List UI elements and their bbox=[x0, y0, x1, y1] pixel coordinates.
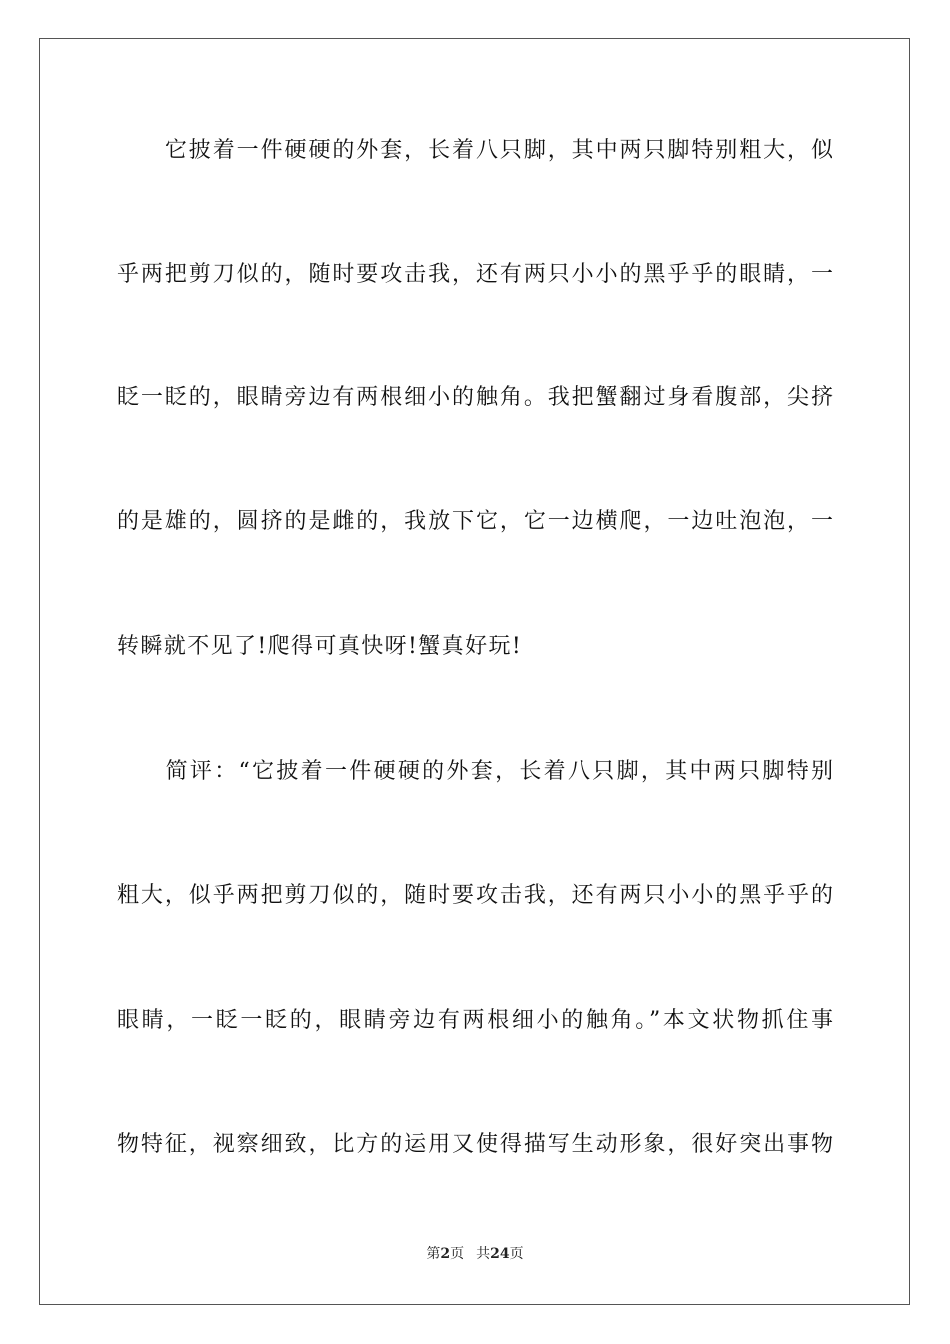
paragraph-line-6: 简评：“它披着一件硬硬的外套，长着八只脚，其中两只脚特别 bbox=[117, 759, 833, 784]
page-prefix: 第 bbox=[426, 1246, 441, 1262]
total-pages: 24 bbox=[490, 1246, 510, 1262]
page-suffix: 页 bbox=[450, 1246, 465, 1262]
paragraph-line-4: 的是雄的，圆挤的是雌的，我放下它，它一边横爬，一边吐泡泡，一 bbox=[117, 509, 833, 534]
paragraph-line-5: 转瞬就不见了!爬得可真快呀!蟹真好玩! bbox=[117, 634, 523, 659]
total-prefix: 共 bbox=[476, 1246, 491, 1262]
paragraph-line-1: 它披着一件硬硬的外套，长着八只脚，其中两只脚特别粗大，似 bbox=[117, 138, 833, 163]
paragraph-line-3: 眨一眨的，眼睛旁边有两根细小的触角。我把蟹翻过身看腹部，尖挤 bbox=[117, 385, 833, 410]
paragraph-line-8: 眼睛，一眨一眨的，眼睛旁边有两根细小的触角。”本文状物抓住事 bbox=[117, 1008, 833, 1033]
page-number: 2 bbox=[440, 1246, 451, 1262]
page-footer bbox=[0, 1244, 950, 1264]
page-border bbox=[39, 38, 910, 1305]
total-suffix: 页 bbox=[509, 1246, 524, 1262]
paragraph-line-7: 粗大，似乎两把剪刀似的，随时要攻击我，还有两只小小的黑乎乎的 bbox=[117, 883, 833, 908]
paragraph-line-2: 乎两把剪刀似的，随时要攻击我，还有两只小小的黑乎乎的眼睛，一 bbox=[117, 262, 833, 287]
paragraph-line-9: 物特征，视察细致，比方的运用又使得描写生动形象，很好突出事物 bbox=[117, 1132, 833, 1157]
